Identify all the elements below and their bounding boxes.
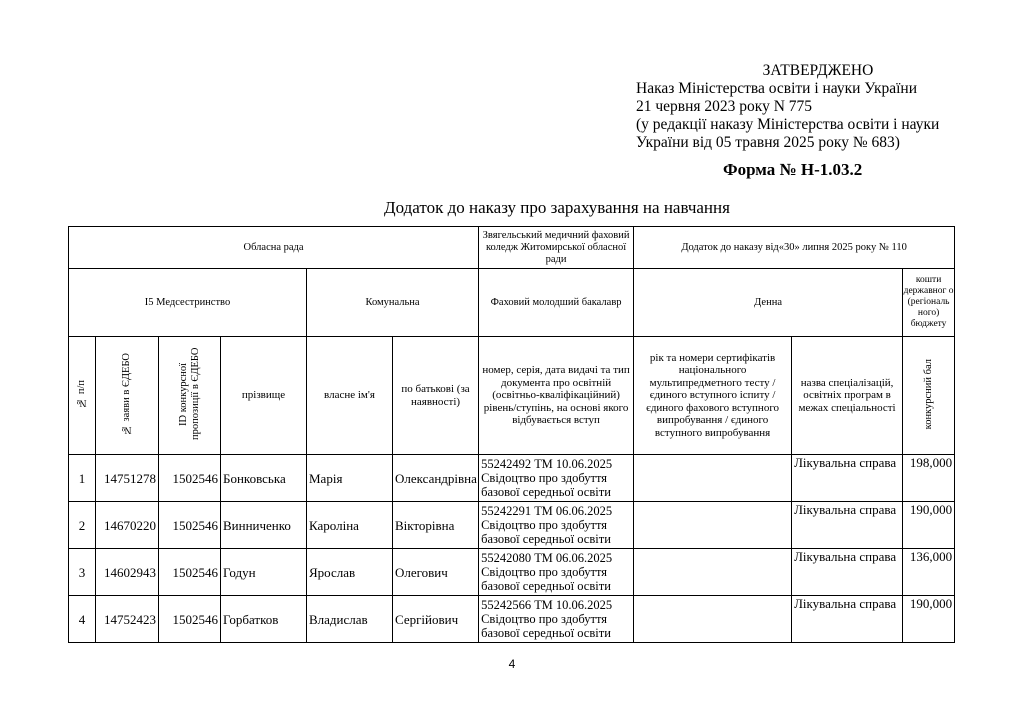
table-row	[69, 596, 955, 643]
col-surname-header: прізвище	[221, 337, 307, 455]
page-number: 4	[508, 657, 516, 671]
cell-score: 198,000	[903, 455, 955, 502]
cell-patronymic: Вікторівна	[393, 502, 479, 549]
degree-cell: Фаховий молодший бакалавр	[479, 269, 634, 337]
study-form-cell: Денна	[634, 269, 903, 337]
approval-line: (у редакції наказу Міністерства освіти і науки	[636, 116, 940, 133]
cell-specialization: Лікувальна справа	[792, 502, 903, 549]
col-education-doc-header: номер, серія, дата видачі та тип документа про освітній (освітньо-кваліфікаційний) рівень/ступінь, на основі якого відбувається вступ	[479, 337, 634, 455]
ownership-cell: Комунальна	[307, 269, 479, 337]
cell-num: 1	[69, 455, 96, 502]
cell-certificates	[634, 455, 792, 502]
header-row-3	[69, 337, 955, 455]
cell-surname: Винниченко	[221, 502, 307, 549]
cell-application: 14670220	[96, 502, 159, 549]
cell-patronymic: Олегович	[393, 549, 479, 596]
cell-score: 190,000	[903, 502, 955, 549]
col-score-header: конкурсний бал	[903, 337, 955, 455]
col-name-header: власне ім'я	[307, 337, 393, 455]
col-application-header: № заяви в ЄДЕБО	[96, 337, 159, 455]
table-row	[69, 502, 955, 549]
cell-score: 136,000	[903, 549, 955, 596]
table-row	[69, 455, 955, 502]
cell-offer-id: 1502546	[159, 549, 221, 596]
col-patronymic-header: по батькові (за наявності)	[393, 337, 479, 455]
cell-patronymic: Олександрівна	[393, 455, 479, 502]
cell-education-doc: 55242080 ТМ 06.06.2025 Свідоцтво про здобуття базової середньої освіти	[479, 549, 634, 596]
cell-name: Марія	[307, 455, 393, 502]
cell-num: 2	[69, 502, 96, 549]
header-row-2	[69, 269, 955, 337]
col-specializations-header: назва спеціалізацій, освітніх програм в межах спеціальності	[792, 337, 903, 455]
approval-line: Наказ Міністерства освіти і науки України	[636, 80, 918, 97]
cell-name: Ярослав	[307, 549, 393, 596]
funding-cell: кошти державног о (регіональ ного) бюджету	[903, 269, 955, 337]
approval-line: 21 червня 2023 року N 775	[636, 98, 813, 115]
cell-offer-id: 1502546	[159, 502, 221, 549]
approval-title: ЗАТВЕРДЖЕНО	[762, 62, 874, 79]
cell-offer-id: 1502546	[159, 596, 221, 643]
cell-application: 14751278	[96, 455, 159, 502]
region-cell: Обласна рада	[69, 227, 479, 269]
cell-surname: Бонковська	[221, 455, 307, 502]
cell-surname: Годун	[221, 549, 307, 596]
cell-num: 3	[69, 549, 96, 596]
col-offer-id-header: ID конкурсної пропозиції в ЄДЕБО	[159, 337, 221, 455]
cell-certificates	[634, 596, 792, 643]
cell-application: 14602943	[96, 549, 159, 596]
header-row-1	[69, 227, 955, 269]
specialty-cell: I5 Медсестринство	[69, 269, 307, 337]
cell-name: Кароліна	[307, 502, 393, 549]
form-number: Форма № Н-1.03.2	[723, 160, 863, 179]
enrollment-table	[68, 226, 955, 643]
cell-education-doc: 55242566 ТМ 10.06.2025 Свідоцтво про здобуття базової середньої освіти	[479, 596, 634, 643]
document-title: Додаток до наказу про зарахування на навчання	[384, 198, 730, 217]
cell-patronymic: Сергійович	[393, 596, 479, 643]
cell-application: 14752423	[96, 596, 159, 643]
cell-education-doc: 55242492 ТМ 10.06.2025 Свідоцтво про здобуття базової середньої освіти	[479, 455, 634, 502]
cell-surname: Горбатков	[221, 596, 307, 643]
cell-specialization: Лікувальна справа	[792, 455, 903, 502]
approval-line: України від 05 травня 2025 року № 683)	[636, 134, 900, 151]
college-cell: Звягельський медичний фаховий коледж Житомирської обласної ради	[479, 227, 634, 269]
table-row	[69, 549, 955, 596]
cell-specialization: Лікувальна справа	[792, 549, 903, 596]
col-num-header: № п/п	[69, 337, 96, 455]
cell-specialization: Лікувальна справа	[792, 596, 903, 643]
col-certificates-header: рік та номери сертифікатів національного мультипредметного тесту / єдиного вступного іспиту / єдиного фахового вступного випробування / єдиного вступного випробування	[634, 337, 792, 455]
cell-certificates	[634, 549, 792, 596]
cell-num: 4	[69, 596, 96, 643]
cell-name: Владислав	[307, 596, 393, 643]
cell-score: 190,000	[903, 596, 955, 643]
cell-certificates	[634, 502, 792, 549]
cell-offer-id: 1502546	[159, 455, 221, 502]
approval-stamp	[636, 62, 976, 152]
order-ref-cell: Додаток до наказу від«30» липня 2025 року № 110	[634, 227, 955, 269]
cell-education-doc: 55242291 ТМ 06.06.2025 Свідоцтво про здобуття базової середньої освіти	[479, 502, 634, 549]
